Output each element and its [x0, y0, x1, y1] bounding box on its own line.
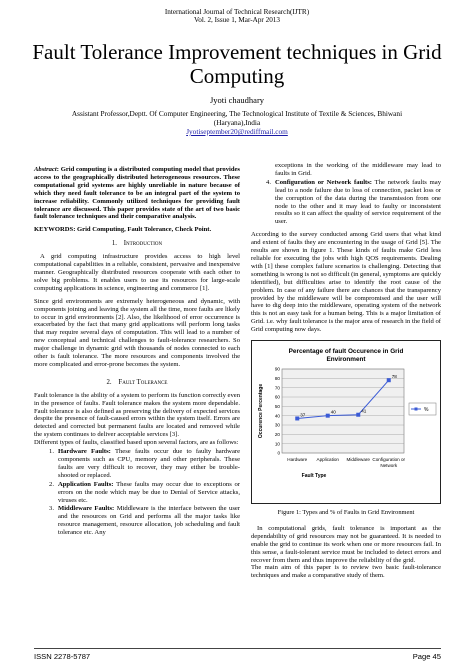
y-tick-label: 70: [274, 385, 280, 391]
figure-1-chart: [251, 340, 441, 504]
y-tick-label: 40: [274, 413, 280, 419]
list-item: [251, 179, 441, 226]
plot-area: [282, 369, 404, 453]
x-tick-label: Application: [316, 457, 339, 463]
abstract-label: Abstract: [34, 166, 57, 173]
paper-title: [20, 40, 454, 88]
x-tick-label: Middleware: [346, 457, 370, 463]
list-item: [34, 448, 240, 480]
author-name: Jyoti chaudhary: [209, 95, 265, 105]
list-desc: The network faults may lead to a node failure due to loss of connection, packet loss or the corruption of the data during the transmission from one node to the other and it may lead to faulty or inconsistent results so it can affect the quality of service requirement of the user.: [275, 178, 441, 226]
y-tick-label: 50: [274, 403, 280, 409]
data-label: 41: [361, 408, 367, 414]
list-desc: Middleware is the interface between the user and the resources on Grid and performs all the major tasks like resource management, resource allocation, job scheduling and fault tolerance etc. Any: [58, 505, 241, 537]
closing-paragraph-1: In computational grids, fault tolerance is important as the dependability of grid resources may not be guaranteed. It is needed to enable the grid to continue its work when one or more resources fail. In this sense, a fault-tolerant service must be included to detect errors and recover from them and thus improve the reliability of the grid.: [251, 524, 441, 564]
x-tick-label-line-2: Network: [380, 463, 398, 469]
section-number: 2.: [106, 378, 112, 386]
line-chart: [252, 341, 440, 503]
y-axis-label: Occurence Percentage: [258, 383, 264, 439]
journal-volume: Vol. 2, Issue 1, Mar-Apr 2013: [194, 16, 280, 24]
y-tick-label: 60: [274, 394, 280, 400]
y-tick-label: 10: [274, 441, 280, 447]
list-term: Configuration or Network faults:: [275, 178, 372, 186]
title-line-1: Fault Tolerance Improvement techniques in Grid: [32, 40, 442, 64]
list-item-continued: [251, 162, 441, 178]
section-title: Introduction: [123, 240, 163, 248]
data-point: [326, 414, 330, 418]
y-tick-label: 30: [274, 422, 280, 428]
y-tick-label: 20: [274, 431, 280, 437]
x-tick-label: Hardware: [287, 457, 308, 463]
list-item: [34, 505, 240, 537]
chart-title-line-1: Percentage of fault Occurence in Grid: [288, 348, 404, 356]
abstract-text: : Grid computing is a distributed computing model that provides access to the geographically distributed heterogeneous resources. These computational grid systems are highly unreliable in nature because of which they need fault tolerance to be an integral part of the system to increase reliability. Commonly utilized techniques for providing fault tolerance are discussed. This paper provides state of the art of two basic fault tolerance techniques and their comparative analysis.: [34, 166, 240, 221]
list-desc: These faults occur due to faulty hardware components such as CPU, memory and other peripherals. These faults are very difficult to recover, they may either be trouble-shooted or replaced.: [58, 448, 240, 479]
y-tick-label: 80: [274, 375, 280, 381]
list-term: Hardware Faults:: [58, 448, 111, 456]
title-line-2: Computing: [189, 64, 285, 88]
left-column: [34, 166, 240, 538]
author-email[interactable]: Jyotiseptember20@rediffmail.com: [186, 127, 288, 136]
fault-tolerance-paragraph-1: Fault tolerance is the ability of a system to perform its function correctly even in the presence of faults. Fault tolerance makes the system more dependable. Fault tolerance is also defined as preserving the delivery of expected services despite the presence of fault-caused errors within the system itself. Errors are detected and corrected but permanent faults are located and removed while the system continues to deliver acceptable services [3].: [34, 391, 240, 439]
data-label: 78: [391, 374, 397, 380]
footer-rule: [34, 648, 441, 649]
list-number: 3.: [49, 505, 54, 513]
survey-paragraph: According to the survey conducted among Grid users that what kind and extent of faults they are encountering in the usage of Grid [5]. The results are shown in figure 1. These kinds of faults make Grid less reliable for executing the jobs with high QOS requirements. Dealing with [1] these complex failure scenarios is challenging. Detecting that something is wrong is not so difficult (in general, symptoms are quickly identified), but difficulties arise to identify the root cause of the problem. In case of any failure there are chances that the transparency provided by the middleware will be compromised and the user will have to dig deep into the middleware, operating system of the network this is not an easy task for a human being. This is a major limitation of Grid. i.e. why fault tolerance is the major area of research in the field of Grid computing now days.: [251, 231, 441, 334]
abstract: [34, 166, 240, 221]
y-tick-label: 90: [274, 366, 280, 372]
keywords: KEYWORDS: Grid Computing, Fault Tolerance, Check Point.: [34, 226, 212, 234]
fault-tolerance-paragraph-2: Different types of faults, classified based upon several factors, are as follows:: [34, 439, 239, 447]
section-heading-fault-tolerance: [34, 379, 240, 387]
footer-issn: ISSN 2278-5787: [34, 652, 91, 661]
figure-caption: Figure 1: Types and % of Faults in Grid Environment: [277, 509, 415, 517]
list-number: [251, 162, 275, 178]
list-term: Application Faults:: [58, 480, 114, 488]
closing-paragraph-2: The main aim of this paper is to review two basic fault-tolerance techniques and make a comparative study of them.: [251, 564, 441, 580]
y-tick-label: 0: [277, 450, 280, 456]
list-number: 2.: [49, 480, 54, 488]
data-point: [356, 413, 360, 417]
list-desc: exceptions in the working of the middleware may lead to faults in Grid.: [275, 162, 441, 177]
journal-name: International Journal of Technical Research(IJTR): [164, 8, 310, 16]
list-number: 4.: [266, 178, 271, 186]
right-column: [251, 162, 441, 585]
intro-paragraph-1: A grid computing infrastructure provides access to high level computational capabilities in a reliable, consistent, pervasive and inexpensive manner. Geographically distributed resources cooperate with each other to solve big problems. It enables users to use its resources for large-scale computing applications in science, engineering and commerce [1].: [34, 253, 240, 292]
list-desc: These faults may occur due to exceptions or errors on the node which may be due to Denial of Service attacks, viruses etc.: [58, 480, 241, 504]
data-point: [295, 416, 299, 420]
data-label: 37: [300, 412, 306, 418]
data-label: 40: [330, 409, 336, 415]
legend-swatch-marker: [415, 408, 418, 411]
legend-label: %: [424, 407, 429, 414]
footer-page-number: Page 45: [412, 652, 441, 661]
x-tick-label-line-1: Configuration or: [372, 457, 406, 463]
affiliation: Assistant Professor,Deptt. Of Computer Engineering, The Technological Institute of Textile & Sciences, Bhiwani (Haryana),India: [71, 109, 403, 127]
section-number: 1.: [111, 240, 117, 248]
intro-paragraph-2: Since grid environments are extremely heterogeneous and dynamic, with components joining and leaving the system all the time, more faults are likely to occur in grid environments [2]. Also, the likelihood of error occurrence is exacerbated by the fact that many grid applications will perform long tasks that may require several days of computation. This will lead to a number of new conceptual and technical challenges to fault-tolerance researchers. So major challenge in dynamic grid with thousands of nodes connected to each other is fault tolerance. The more resources and components involved the more complicated and error-prone becomes the system.: [34, 297, 240, 368]
list-item: [34, 481, 240, 505]
section-heading-introduction: [34, 240, 240, 248]
chart-title-line-2: Environment: [326, 356, 366, 364]
data-point: [387, 378, 391, 382]
list-number: 1.: [49, 448, 54, 456]
x-axis-label: Fault Type: [301, 473, 327, 480]
affiliation-block: [60, 109, 414, 136]
section-title: Fault Tolerance: [118, 378, 168, 386]
list-term: Middleware Faults:: [58, 505, 115, 513]
